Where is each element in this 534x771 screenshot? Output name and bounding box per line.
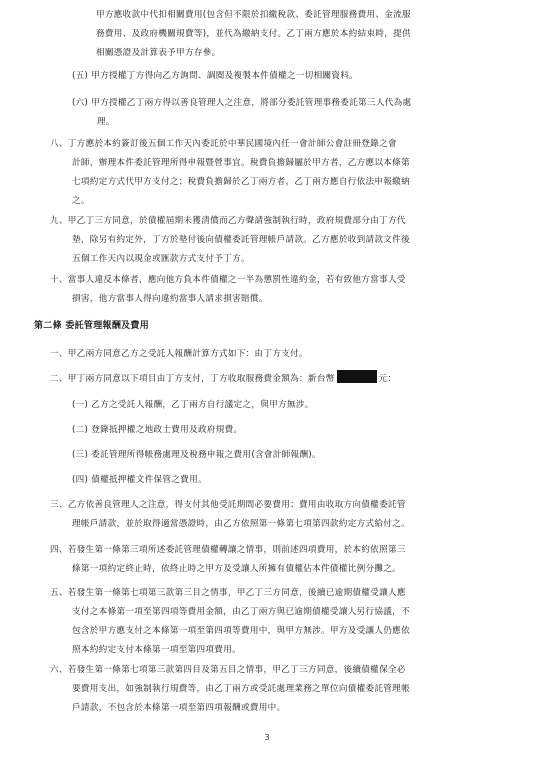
- article-2-item-3: [50, 496, 410, 534]
- item-2-sub-2: [72, 421, 242, 440]
- text-line: 理。: [97, 117, 115, 127]
- text-line: 四、若發生第一條第三項所述委託管理債權轉讓之情事，則前述四項費用，於本約依照第三: [50, 545, 406, 555]
- sub-item-6: [72, 94, 411, 132]
- text-line: 墊，除另有約定外，丁方於墊付後向債權委託管理帳戶請款。乙方應於收到請款文件後: [72, 235, 410, 245]
- text-line: (三) 委託管理所得帳務處理及稅務申報之費用(含會計師報酬)。: [72, 450, 321, 460]
- item-9: [50, 212, 410, 269]
- text-line: 損害，他方當事人得向違約當事人請求損害賠償。: [72, 294, 268, 304]
- item-2-sub-3: [72, 446, 321, 465]
- article-title: 第二條 委託管理報酬及費用: [34, 321, 150, 331]
- text-line: (五) 甲方授權丁方得向乙方詢問、調閱及複製本件債權之一切相關資料。: [72, 71, 359, 81]
- text-line: 計師，辦理本件委託管理所得申報暨營事宜。稅費負擔歸屬於甲方者，乙方應以本條第: [72, 158, 410, 168]
- text-line: 五、若發生第一條第七項第三款第三目之情事，甲乙丁三方同意，後續已逾期債權受讓人應: [50, 588, 406, 598]
- redacted-amount: [337, 370, 377, 383]
- text-line: 七項約定方式代甲方支付之；稅費負擔歸於乙丁兩方者，乙丁兩方應自行依法申報繳納: [72, 177, 410, 187]
- text-line: 條第一項約定終止時，依終止時之甲方及受讓人所擁有債權佔本件債權比例分攤之。: [72, 564, 402, 574]
- text-line: 要費用支出，如強制執行規費等，由乙丁兩方或受託處理業務之單位向債權委託管理帳: [72, 684, 410, 694]
- text-line: 包含於甲方應支付之本條第一項至第四項等費用中，與甲方無涉。甲方及受讓人仍應依: [72, 626, 410, 636]
- text-line: 相關憑證及計算表予甲方存參。: [96, 48, 221, 58]
- text-line: 十、當事人違反本條者，應向他方負本件債權之一半為懲罰性違約金，若有致他方當事人受: [50, 275, 406, 285]
- sub-item-5: [72, 67, 358, 86]
- text-line: 三、乙方依善良管理人之注意，得支付其他受託期間必要費用；費用由收取方向債權委託管: [50, 500, 406, 510]
- text-line: [50, 370, 396, 389]
- text-line: (一) 乙方之受託人報酬，乙丁兩方自行議定之，與甲方無涉。: [72, 400, 314, 410]
- article-2-item-2: [50, 370, 396, 389]
- item-2-sub-4: [72, 471, 207, 490]
- text-line: 照本約約定支付本條第一項至第四項費用。: [72, 645, 241, 655]
- article-2-item-5: [50, 584, 410, 660]
- text-line: 務費用、及政府機關規費等)，並代為繳納支付。乙丁兩方應於本約結束時，提供: [96, 29, 411, 39]
- text-line: (二) 登錄抵押權之地政士費用及政府規費。: [72, 425, 243, 435]
- item-2-lead: 二、甲丁兩方同意以下項目由丁方支付，丁方收取服務費金額為：新台幣: [50, 374, 335, 384]
- text-line: 甲方應收款中代扣相關費用(包含但不限於扣繳稅款、委託管理服務費用、金流服: [96, 10, 411, 20]
- item-2-sub-1: [72, 396, 314, 415]
- article-2-item-1: [50, 345, 308, 364]
- article-2-item-4: [50, 541, 406, 579]
- text-line: 戶請款，不包含於本條第一項至第四項報酬或費用中。: [72, 703, 286, 713]
- text-line: 九、甲乙丁三方同意，於債權屆期未獲清償而乙方聲請強制執行時，政府規費部分由丁方代: [50, 216, 406, 226]
- text-line: 之。: [72, 196, 90, 206]
- item-10: [50, 271, 406, 309]
- text-line: 支付之本條第一項至第四項等費用金額，由乙丁兩方與已逾期債權受讓人另行協議，不: [72, 607, 410, 617]
- text-line: 八、丁方應於本約簽訂後五個工作天內委託於中華民國境內任一會計師公會註冊登錄之會: [50, 139, 397, 149]
- text-line: (六) 甲方授權乙丁兩方得以善良管理人之注意，將部分委託管理事務委託第三人代為處: [72, 98, 412, 108]
- page-number: 3: [264, 733, 270, 742]
- text-line: 五個工作天內以現金或匯款方式支付予丁方。: [72, 254, 250, 264]
- item-8: [50, 135, 410, 211]
- text-line: (四) 債權抵押權文件保管之費用。: [72, 475, 207, 485]
- article-2-item-6: [50, 661, 410, 718]
- article-2-heading: [34, 317, 149, 336]
- text-line: 一、甲乙兩方同意乙方之受託人報酬計算方式如下：由丁方支付。: [50, 349, 308, 359]
- text-line: 理帳戶請款，並於取得適當憑證時，由乙方依照第一條第七項第四款約定方式給付之。: [72, 519, 410, 529]
- text-line: 六、若發生第一條第七項第三款第四目及第五目之情事，甲乙丁三方同意，後續債權保全必: [50, 665, 406, 675]
- paragraph-item-7-continued: [96, 6, 411, 63]
- item-2-tail: 元：: [378, 374, 397, 384]
